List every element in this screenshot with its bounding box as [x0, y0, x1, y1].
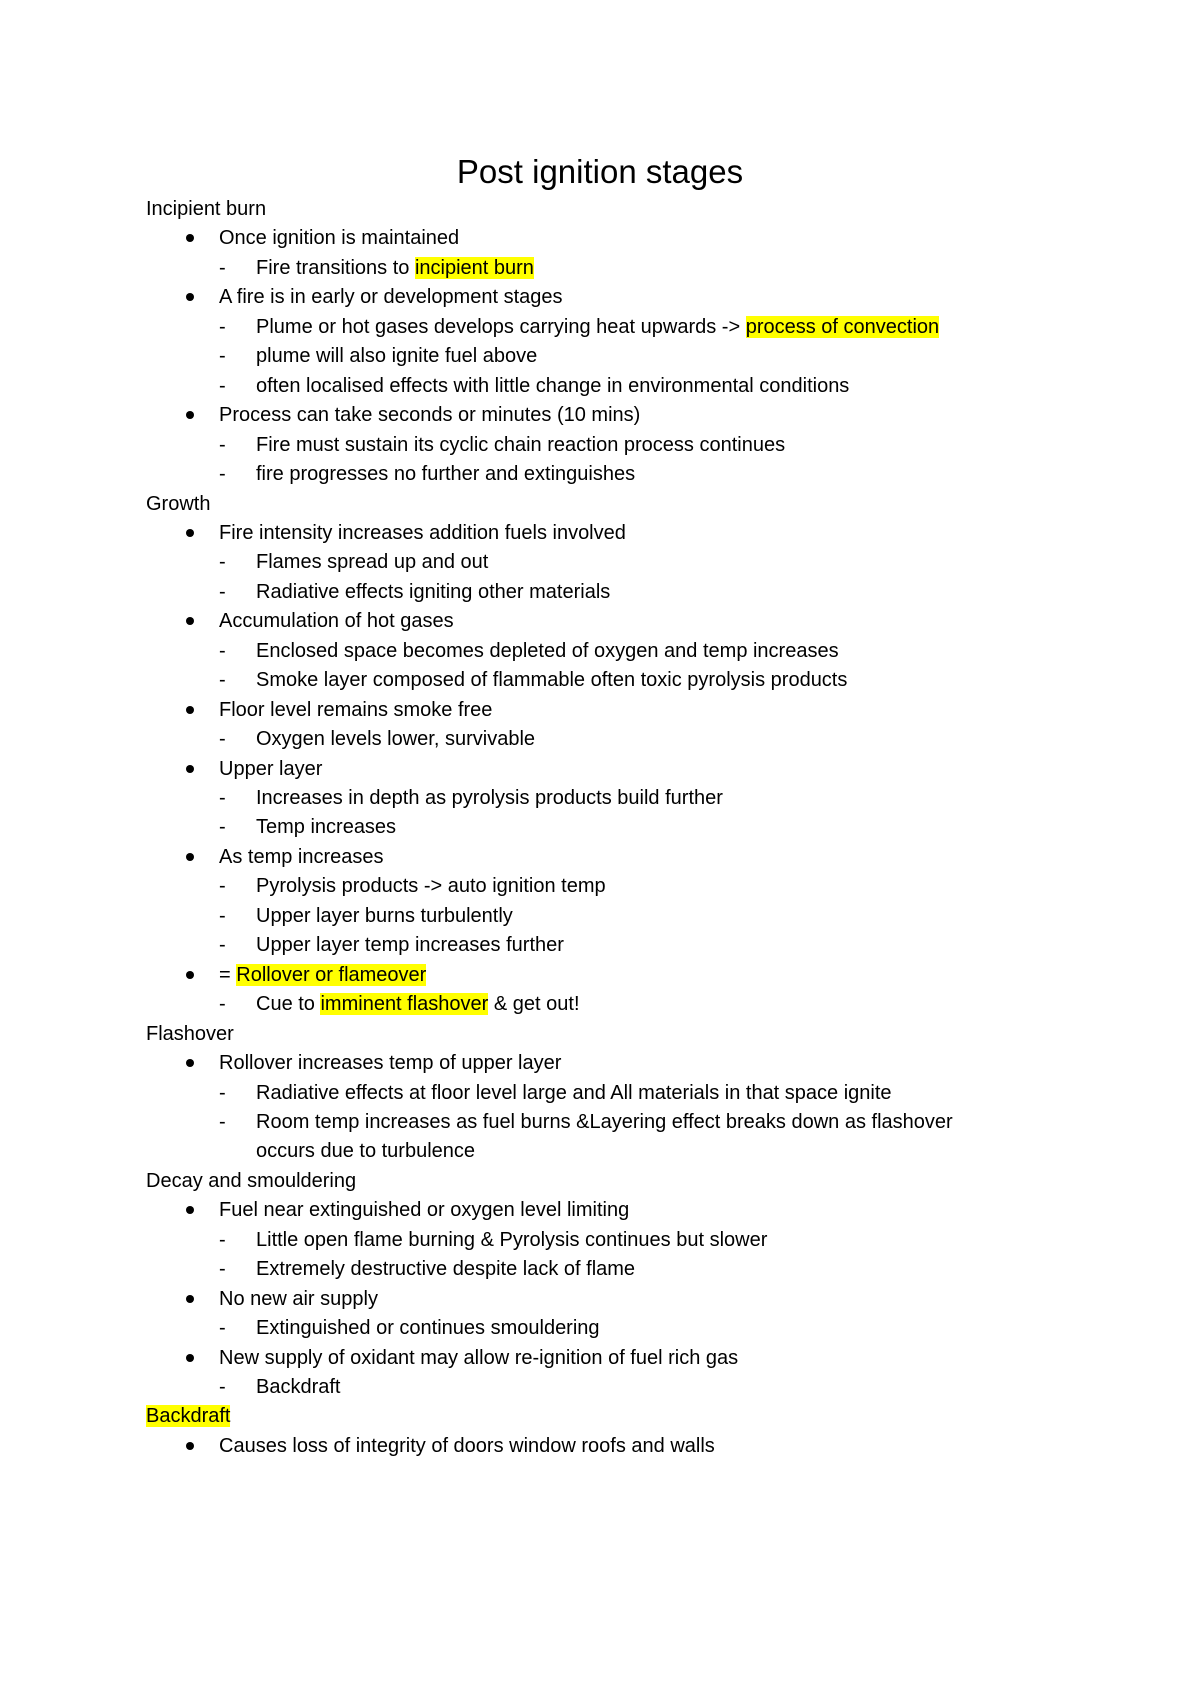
- bullet-text: [219, 606, 454, 636]
- text-run: Temp increases: [256, 816, 397, 838]
- sub-item-text: [256, 577, 610, 607]
- text-run: Once ignition is maintained: [219, 227, 460, 249]
- sub-item-text: [256, 1225, 767, 1255]
- text-run: Radiative effects at floor level large and All materials in that space ignite: [256, 1082, 892, 1104]
- text-run: Upper layer temp increases further: [256, 934, 564, 956]
- text-run: Smoke layer composed of flammable often toxic pyrolysis products: [256, 669, 848, 691]
- section-heading: [146, 194, 266, 224]
- text-run: Upper layer: [219, 758, 323, 780]
- text-run: fire progresses no further and extinguishes: [256, 463, 636, 485]
- text-run: Room temp increases as fuel burns &Layering effect breaks down as flashover: [256, 1111, 953, 1133]
- text-run: Fire transitions to: [256, 257, 415, 279]
- dash-icon: -: [219, 1111, 226, 1133]
- text-run: Process can take seconds or minutes (10 mins): [219, 404, 641, 426]
- text-run: Flashover: [146, 1023, 234, 1045]
- text-run: Incipient burn: [146, 198, 267, 220]
- sub-item-text: [256, 636, 839, 666]
- bullet-text: [219, 282, 563, 312]
- bullet-text: [219, 1431, 715, 1461]
- text-run: Enclosed space becomes depleted of oxygen and temp increases: [256, 640, 839, 662]
- dash-icon: -: [219, 551, 226, 573]
- dash-icon: -: [219, 345, 226, 367]
- sub-item-text: [256, 1136, 475, 1166]
- text-run: Backdraft: [256, 1376, 341, 1398]
- text-run: Fire intensity increases addition fuels involved: [219, 522, 626, 544]
- text-run: Fuel near extinguished or oxygen level limiting: [219, 1199, 630, 1221]
- text-run: Increases in depth as pyrolysis products build further: [256, 787, 723, 809]
- text-run: Floor level remains smoke free: [219, 699, 493, 721]
- sub-item-text: [256, 812, 396, 842]
- highlighted-text: Rollover or flameover: [236, 964, 427, 986]
- sub-item-text: [256, 989, 580, 1019]
- text-run: plume will also ignite fuel above: [256, 345, 538, 367]
- bullet-icon: [186, 1295, 194, 1303]
- bullet-text: [219, 1284, 378, 1314]
- text-run: Decay and smouldering: [146, 1170, 357, 1192]
- bullet-text: [219, 754, 322, 784]
- section-heading: [146, 1019, 234, 1049]
- bullet-text: [219, 518, 626, 548]
- dash-icon: -: [219, 875, 226, 897]
- sub-item-text: [256, 253, 534, 283]
- bullet-icon: [186, 1059, 194, 1067]
- bullet-icon: [186, 706, 194, 714]
- text-run: No new air supply: [219, 1288, 378, 1310]
- text-run: Extremely destructive despite lack of flame: [256, 1258, 636, 1280]
- text-run: Growth: [146, 493, 211, 515]
- text-run: Little open flame burning & Pyrolysis continues but slower: [256, 1229, 768, 1251]
- section-heading: [146, 1166, 356, 1196]
- dash-icon: -: [219, 375, 226, 397]
- bullet-text: [219, 400, 640, 430]
- dash-icon: -: [219, 257, 226, 279]
- bullet-icon: [186, 765, 194, 773]
- highlighted-text: imminent flashover: [320, 993, 489, 1015]
- sub-item-text: [256, 312, 939, 342]
- dash-icon: -: [219, 1317, 226, 1339]
- sub-item-text: [256, 1254, 635, 1284]
- sub-item-text: [256, 1313, 600, 1343]
- dash-icon: -: [219, 316, 226, 338]
- dash-icon: -: [219, 787, 226, 809]
- dash-icon: -: [219, 728, 226, 750]
- text-run: =: [219, 964, 237, 986]
- dash-icon: -: [219, 816, 226, 838]
- bullet-icon: [186, 411, 194, 419]
- sub-item-text: [256, 341, 537, 371]
- sub-item-text: [256, 430, 785, 460]
- highlighted-text: incipient burn: [414, 257, 534, 279]
- highlighted-text: Backdraft: [146, 1405, 231, 1427]
- section-heading: [146, 1401, 230, 1431]
- text-run: Upper layer burns turbulently: [256, 905, 513, 927]
- text-run: Extinguished or continues smouldering: [256, 1317, 600, 1339]
- text-run: Flames spread up and out: [256, 551, 489, 573]
- dash-icon: -: [219, 1082, 226, 1104]
- highlighted-text: process of convection: [745, 316, 940, 338]
- bullet-text: [219, 1343, 738, 1373]
- bullet-text: [219, 960, 426, 990]
- section-heading: [146, 489, 210, 519]
- dash-icon: -: [219, 905, 226, 927]
- bullet-icon: [186, 1354, 194, 1362]
- dash-icon: -: [219, 1258, 226, 1280]
- dash-icon: -: [219, 669, 226, 691]
- text-run: often localised effects with little change in environmental conditions: [256, 375, 850, 397]
- text-run: Radiative effects igniting other materials: [256, 581, 611, 603]
- bullet-text: [219, 842, 384, 872]
- sub-item-text: [256, 547, 488, 577]
- dash-icon: -: [219, 934, 226, 956]
- text-run: & get out!: [488, 993, 580, 1015]
- text-run: Oxygen levels lower, survivable: [256, 728, 536, 750]
- sub-item-text: [256, 1107, 953, 1137]
- text-run: occurs due to turbulence: [256, 1140, 476, 1162]
- bullet-icon: [186, 293, 194, 301]
- text-run: Fire must sustain its cyclic chain reaction process continues: [256, 434, 786, 456]
- bullet-icon: [186, 971, 194, 979]
- text-run: As temp increases: [219, 846, 384, 868]
- sub-item-text: [256, 901, 513, 931]
- sub-item-text: [256, 1372, 340, 1402]
- text-run: Causes loss of integrity of doors window roofs and walls: [219, 1435, 715, 1457]
- sub-item-text: [256, 1078, 892, 1108]
- bullet-text: [219, 1195, 629, 1225]
- text-run: Rollover increases temp of upper layer: [219, 1052, 562, 1074]
- sub-item-text: [256, 783, 723, 813]
- sub-item-text: [256, 930, 564, 960]
- dash-icon: -: [219, 581, 226, 603]
- bullet-icon: [186, 529, 194, 537]
- bullet-icon: [186, 234, 194, 242]
- bullet-icon: [186, 853, 194, 861]
- dash-icon: -: [219, 1376, 226, 1398]
- bullet-text: [219, 223, 459, 253]
- sub-item-text: [256, 724, 535, 754]
- text-run: A fire is in early or development stages: [219, 286, 563, 308]
- bullet-text: [219, 1048, 561, 1078]
- text-run: Cue to: [256, 993, 321, 1015]
- dash-icon: -: [219, 640, 226, 662]
- bullet-text: [219, 695, 492, 725]
- sub-item-text: [256, 459, 635, 489]
- bullet-icon: [186, 1442, 194, 1450]
- dash-icon: -: [219, 993, 226, 1015]
- text-run: Accumulation of hot gases: [219, 610, 454, 632]
- text-run: Pyrolysis products -> auto ignition temp: [256, 875, 606, 897]
- text-run: New supply of oxidant may allow re-ignition of fuel rich gas: [219, 1347, 739, 1369]
- document-title: Post ignition stages: [456, 153, 744, 190]
- sub-item-text: [256, 871, 606, 901]
- bullet-icon: [186, 1206, 194, 1214]
- text-run: Plume or hot gases develops carrying heat upwards ->: [256, 316, 746, 338]
- dash-icon: -: [219, 463, 226, 485]
- bullet-icon: [186, 617, 194, 625]
- sub-item-text: [256, 371, 849, 401]
- dash-icon: -: [219, 1229, 226, 1251]
- dash-icon: -: [219, 434, 226, 456]
- sub-item-text: [256, 665, 847, 695]
